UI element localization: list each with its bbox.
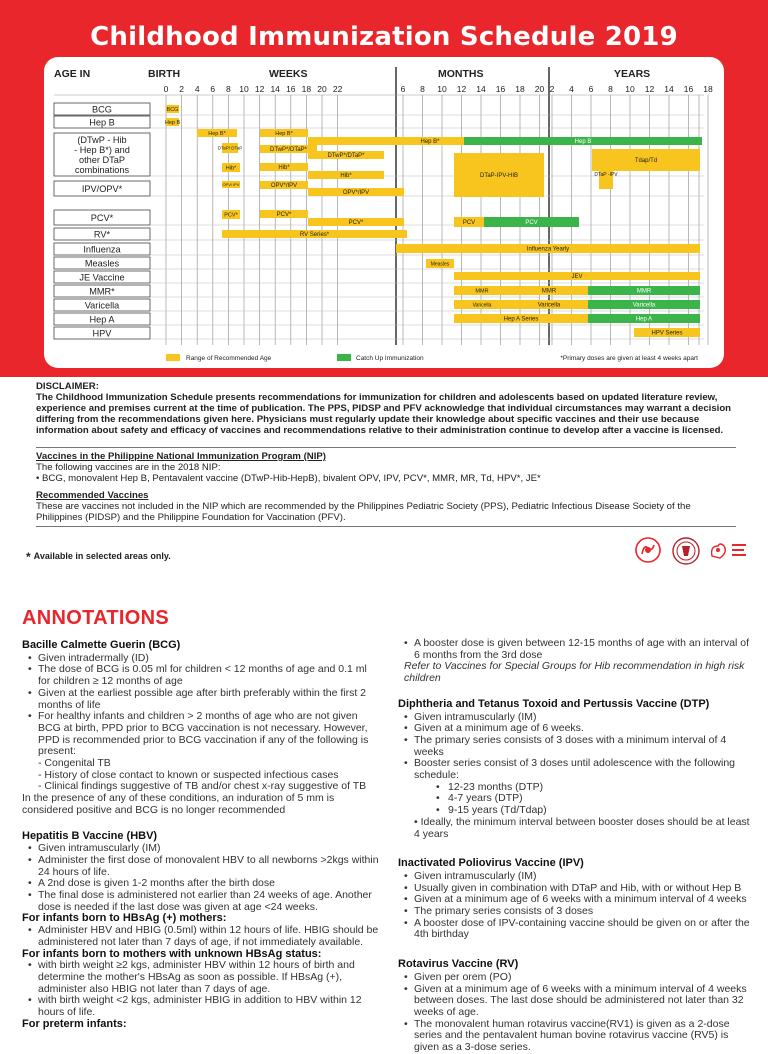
schedule-bar-label: OPV*/IPV: [270, 183, 298, 190]
schedule-bar-label: PCV*: [348, 220, 364, 227]
hbv-positive-heading: For infants born to HBsAg (+) mothers:: [22, 912, 227, 925]
legend-swatch-catch-up: [337, 354, 351, 361]
pidsp-logo: [634, 536, 662, 564]
hib-note: Refer to Vaccines for Special Groups for Hib recommendation in high risk children: [404, 660, 745, 685]
annotations-left-column: [22, 640, 382, 1031]
legend-swatch-recommended: [166, 354, 180, 361]
tick-label: 14: [270, 84, 280, 94]
schedule-bar-label: BCG: [166, 106, 179, 113]
footnote-star: *: [26, 550, 31, 564]
schedule-bar-label: MMR: [541, 288, 557, 295]
tick-label: 14: [476, 84, 486, 94]
disclaimer-title: DISCLAIMER:: [36, 381, 99, 392]
ipv-list: [398, 871, 750, 941]
vaccine-label: combinations: [74, 165, 130, 175]
schedule-bar-label: MMR: [636, 288, 652, 295]
vaccine-label: Hep B: [89, 117, 115, 128]
weeks-header: WEEKS: [269, 68, 308, 80]
schedule-chart-card: [44, 57, 724, 368]
tick-label: 16: [683, 84, 694, 94]
schedule-bar-label: PCV: [525, 220, 538, 227]
vaccine-label: (DTwP - Hib: [77, 135, 127, 145]
tick-label: 14: [664, 84, 674, 94]
disclaimer: [36, 381, 736, 436]
tick-label: 2: [549, 84, 555, 94]
disclaimer-text: The Childhood Immunization Schedule presents recommendations for immunization for children and adolescents based on updated literature review, experience and premises current at the time of publication. The PPS, PIDSP and PFV acknowledge that individual circumstances may warrant a decision differing from the recommendations given here. Physicians must regularly update their knowledge about specific vaccines and their use because information about safety and efficacy of vaccines and recommendations relative to their administration continue to develop after a vaccine is licensed.: [36, 392, 732, 436]
list-item: • The dose of BCG is 0.05 ml for children < 12 months of age and 0.1 ml for children ≥ 12 months of age: [38, 664, 382, 687]
bcg-condition: - Congenital TB: [38, 757, 111, 770]
dtp-heading: Diphtheria and Tetanus Toxoid and Pertussis Vaccine (DTP): [398, 697, 710, 710]
list-item: • 9-15 years (Td/Tdap): [448, 805, 750, 817]
schedule-bar-label: Tdap/Td: [634, 158, 658, 165]
nip-line2: • BCG, monovalent Hep B, Pentavalent vaccine (DTwP-Hib-HepB), bivalent OPV, IPV, PCV*, MMR, MR, Td, HPV*, JE*: [36, 473, 541, 484]
vaccine-label: Varicella: [84, 300, 120, 311]
schedule-bar-label: PCV: [462, 220, 476, 227]
schedule-bar-label: Hep B*: [420, 139, 440, 146]
list-item: • Administer HBV and HBIG (0.5ml) within 12 hours of life. HBIG should be administered not later than 7 days of age, if not immediately available.: [38, 925, 382, 948]
footnote: [26, 550, 171, 564]
recommended-text: These are vaccines not included in the NIP which are recommended by the Philippines Pediatric Society (PPS), Pediatric Infectious Disease Society of the Philippines (PIDSP) and the Philippine Foundation for Vaccination (PFV).: [36, 501, 691, 523]
tick-label: 12: [254, 84, 265, 94]
tick-label: 10: [437, 84, 447, 94]
schedule-bar-label: DTaP -IPV: [594, 171, 618, 178]
schedule-bar-label: Hib*: [340, 173, 352, 180]
years-header: YEARS: [614, 68, 651, 80]
schedule-bar-label: Hep B: [164, 119, 181, 126]
list-item: • with birth weight <2 kgs, administer HBIG in addition to HBV within 12 hours of life.: [38, 995, 382, 1018]
list-item: • The final dose is administered not earlier than 24 weeks of age. Another dose is needed if the last dose was given at age <24 weeks.: [38, 890, 382, 913]
list-item: • Given intramuscularly (IM): [414, 871, 750, 883]
nip-heading: Vaccines in the Philippine National Immunization Program (NIP): [36, 451, 326, 462]
schedule-bar-label: Influenza Yearly: [526, 246, 570, 253]
tick-label: 6: [210, 84, 216, 94]
vaccine-label: BCG: [92, 104, 112, 115]
schedule-bar-label: DTwP*/DTaP*: [327, 153, 365, 160]
tick-label: 4: [194, 84, 200, 94]
tick-label: 18: [703, 84, 713, 94]
schedule-bar-label: Hep B*: [275, 130, 293, 137]
hbv-positive-list: [22, 925, 382, 948]
list-item: • For healthy infants and children > 2 months of age who are not given BCG at birth, PPD prior to BCG vaccination is not necessary. However, PPD is recommended prior to BCG vaccination if any of the following is present:: [38, 711, 382, 758]
tick-label: 10: [239, 84, 249, 94]
list-item: • with birth weight ≥2 kgs, administer HBV within 12 hours of birth and determine the mother's HBsAg as soon as possible. If HBsAg (+), administer also HBIG not later than 7 days of age.: [38, 960, 382, 995]
vaccine-label: Influenza: [83, 244, 121, 255]
schedule-bar-label: DTwP*/DTaP*: [269, 147, 308, 154]
vaccine-label: RV*: [93, 229, 111, 240]
list-item: • Given at a minimum age of 6 weeks with a minimum interval of 4 weeks: [414, 894, 750, 906]
pfv-logo: [706, 538, 750, 564]
tick-label: 8: [420, 84, 425, 94]
schedule-bar-label: Measles: [430, 261, 450, 268]
hbv-unknown-heading: For infants born to mothers with unknown HBsAg status:: [22, 947, 322, 960]
schedule-bar-label: Hep A: [635, 316, 653, 323]
bcg-heading: Bacille Calmette Guerin (BCG): [22, 639, 181, 651]
list-item: • Given at a minimum age of 6 weeks.: [414, 723, 750, 735]
schedule-bar-label: Hep A Series: [503, 316, 539, 323]
annotations-title: ANNOTATIONS: [22, 607, 169, 629]
dtp-booster-schedule: [398, 782, 750, 817]
schedule-bar-label: Varicella: [472, 302, 492, 309]
tick-label: 20: [317, 84, 327, 94]
list-item: • The monovalent human rotavirus vaccine(RV1) is given as a 2-dose series and the pentavalent human bovine rotavirus vaccine (RV5) is given as a 3-dose series.: [414, 1019, 750, 1054]
vaccine-label: other DTaP: [79, 155, 125, 165]
schedule-bar-label: Hib*: [225, 165, 237, 172]
age-in-header: AGE IN: [54, 68, 91, 80]
list-item: • A booster dose of IPV-containing vaccine should be given on or after the 4th birthday: [414, 918, 750, 941]
hbv-preterm-heading: For preterm infants:: [22, 1017, 127, 1030]
list-item: • A booster dose is given between 12-15 months of age with an interval of 6 months from the 3rd dose: [414, 638, 750, 661]
tick-label: 12: [456, 84, 467, 94]
schedule-bar-label: Varicella: [537, 302, 561, 309]
months-header: MONTHS: [438, 68, 484, 80]
vaccine-label: MMR*: [89, 286, 115, 297]
tick-label: 10: [625, 84, 635, 94]
schedule-chart: [44, 57, 724, 368]
rv-list: [398, 972, 750, 1054]
list-item: • 4-7 years (DTP): [448, 793, 750, 805]
bcg-condition: - Clinical findings suggestive of TB and/or chest x-ray suggestive of TB: [38, 780, 367, 793]
list-item: • A 2nd dose is given 1-2 months after the birth dose: [38, 878, 382, 890]
annotations-right-column: [398, 638, 750, 1054]
tick-label: 16: [495, 84, 506, 94]
tick-label: 6: [588, 84, 594, 94]
list-item: • Given per orem (PO): [414, 972, 750, 984]
vaccine-label: PCV*: [90, 213, 114, 223]
tick-label: 20: [534, 84, 545, 94]
schedule-bar-label: HPV Series: [651, 330, 683, 337]
schedule-bar-label: PCV*: [276, 212, 292, 219]
schedule-bar-label: DTaP/ DTaP: [217, 145, 243, 151]
list-item: • Given at a minimum age of 6 weeks with a minimum interval of 4 weeks between doses. The last dose should be administered not later than 32 weeks of age.: [414, 984, 750, 1019]
page-title: Childhood Immunization Schedule 2019: [90, 22, 678, 52]
bcg-note: In the presence of any of these conditions, an induration of 5 mm is considered positive and BCG is no longer recommended: [22, 792, 335, 816]
rv-heading: Rotavirus Vaccine (RV): [398, 958, 519, 971]
tick-label: 16: [286, 84, 296, 94]
schedule-bar-label: Hib*: [278, 165, 290, 172]
tick-label: 12: [644, 84, 655, 94]
schedule-bar-label: RV Series*: [299, 232, 330, 239]
list-item: • Administer the first dose of monovalent HBV to all newborns >2kgs within 24 hours of life.: [38, 855, 382, 878]
hbv-list: [22, 843, 382, 913]
tick-label: 4: [569, 84, 574, 94]
hbv-unknown-list: [22, 960, 382, 1019]
schedule-bar-label: OPV/ IPV: [222, 181, 240, 187]
schedule-bar-label: Hep B*: [208, 130, 226, 137]
dtp-list: [398, 712, 750, 782]
legend-label-recommended: Range of Recommended Age: [186, 355, 272, 362]
list-item: • The primary series consists of 3 doses with a minimum interval of 4 weeks: [414, 735, 750, 758]
legend-label-catch-up: Catch Up Immunization: [356, 355, 424, 362]
list-item: • The primary series consists of 3 doses: [414, 906, 750, 918]
vaccine-label: HPV: [92, 328, 112, 339]
schedule-bar-label: Varicella: [632, 302, 656, 309]
tick-label: 8: [608, 84, 613, 94]
ipv-heading: Inactivated Poliovirus Vaccine (IPV): [398, 857, 584, 870]
pps-seal-logo: [671, 536, 701, 566]
hbv-heading: Hepatitis B Vaccine (HBV): [22, 829, 158, 842]
legend-note: *Primary doses are given at least 4 weeks apart: [560, 355, 698, 362]
list-item: • 12-23 months (DTP): [448, 782, 750, 794]
list-item: • Given at the earliest possible age after birth preferably within the first 2 months of life: [38, 688, 382, 711]
list-item: • Booster series consist of 3 doses until adolescence with the following schedule:: [414, 758, 750, 781]
tick-label: 0: [163, 84, 169, 94]
list-item: • Given intradermally (ID): [38, 653, 382, 665]
list-item: • Given intramuscularly (IM): [38, 843, 382, 855]
tick-label: 8: [226, 84, 231, 94]
tick-label: 18: [515, 84, 525, 94]
bcg-condition: - History of close contact to known or suspected infectious cases: [38, 768, 339, 781]
footnote-text: Available in selected areas only.: [33, 551, 171, 561]
recommended-heading: Recommended Vaccines: [36, 490, 149, 501]
list-item: • Usually given in combination with DTaP and Hib, with or without Hep B: [414, 883, 750, 895]
schedule-bar-label: DTaP-IPV-HIB: [479, 173, 519, 180]
vaccine-label: Hep A: [89, 314, 115, 325]
tick-label: 22: [332, 84, 343, 94]
schedule-bar-label: MMR: [475, 288, 489, 295]
tick-label: 2: [179, 84, 184, 94]
schedule-bar-label: PCV*: [224, 212, 238, 219]
vaccine-label: IPV/OPV*: [81, 184, 123, 194]
nip-line1: The following vaccines are in the 2018 NIP:: [36, 462, 221, 473]
vaccine-label: - Hep B*) and: [74, 145, 130, 155]
tick-label: 6: [400, 84, 406, 94]
birth-header: BIRTH: [148, 68, 181, 80]
schedule-bar-label: OPV*/IPV: [342, 190, 370, 197]
schedule-bar-label: JEV: [571, 274, 583, 281]
vaccine-label: JE Vaccine: [79, 272, 125, 283]
nip-box: [36, 447, 736, 527]
dtp-interval-note: • Ideally, the minimum interval between booster doses should be at least 4 years: [414, 815, 750, 840]
schedule-bar-label: Hep B: [574, 139, 592, 146]
tick-label: 18: [301, 84, 312, 94]
hib-list: [398, 638, 750, 661]
bcg-list: [22, 653, 382, 758]
vaccine-label: Measles: [84, 258, 120, 269]
list-item: • Given intramuscularly (IM): [414, 712, 750, 724]
